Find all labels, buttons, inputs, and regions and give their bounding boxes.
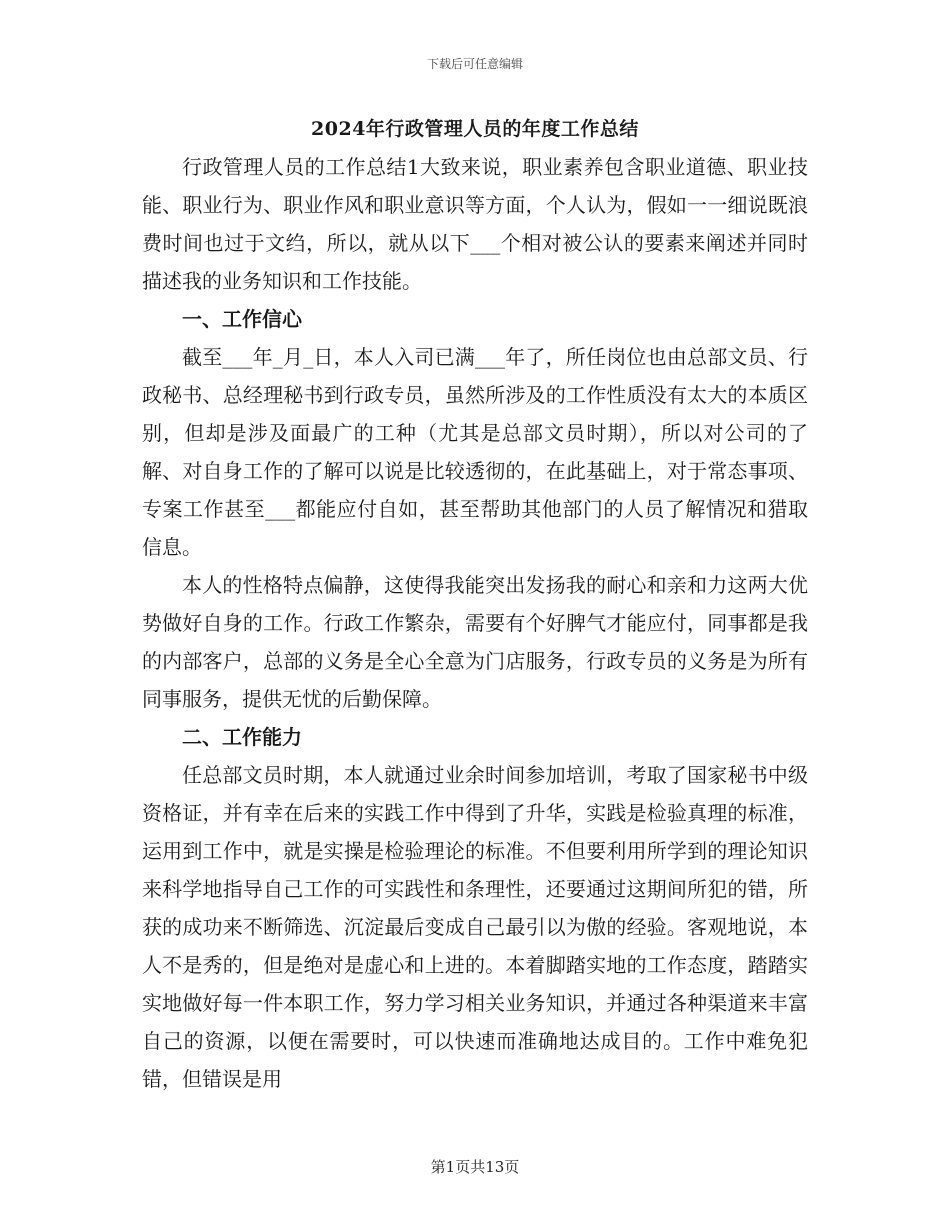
section-confidence-paragraph-1: 截至___年_月_日，本人入司已满___年了，所任岗位也由总部文员、行政秘书、总经理秘书到行政专员，虽然所涉及的工作性质没有太大的本质区别，但却是涉及面最广的工种（尤其是总部文员时期），所以对公司的了解、对自身工作的了解可以说是比较透彻的，在此基础上，对于常态事项、专案工作甚至___都能应付自如，甚至帮助其他部门的人员了解情况和猎取信息。 [142,345,808,559]
page-number: 第1页共13页 [430,1158,520,1176]
document-body [142,110,808,1098]
intro-paragraph: 行政管理人员的工作总结1大致来说，职业素养包含职业道德、职业技能、职业行为、职业作风和职业意识等方面，个人认为，假如一一细说既浪费时间也过于文绉，所以，就从以下___个相对被公认的要素来阐述并同时描述我的业务知识和工作技能。 [142,155,808,293]
section-heading-ability: 二、工作能力 [182,725,302,749]
section-confidence-paragraph-2: 本人的性格特点偏静，这使得我能突出发扬我的耐心和亲和力这两大优势做好自身的工作。行政工作繁杂，需要有个好脾气才能应付，同事都是我的内部客户，总部的义务是全心全意为门店服务，行政专员的义务是为所有同事服务，提供无忧的后勤保障。 [142,573,808,711]
section-heading-confidence: 一、工作信心 [182,307,302,331]
header-note: 下载后可任意编辑 [426,57,523,71]
section-ability-paragraph-1: 任总部文员时期，本人就通过业余时间参加培训，考取了国家秘书中级资格证，并有幸在后来的实践工作中得到了升华，实践是检验真理的标准，运用到工作中，就是实操是检验理论的标准。不但要利用所学到的理论知识来科学地指导自己工作的可实践性和条理性，还要通过这期间所犯的错，所获的成功来不断筛选、沉淀最后变成自己最引以为傲的经验。客观地说，本人不是秀的，但是绝对是虚心和上进的。本着脚踏实地的工作态度，踏踏实实地做好每一件本职工作，努力学习相关业务知识，并通过各种渠道来丰富自己的资源，以便在需要时，可以快速而准确地达成目的。工作中难免犯错，但错误是用 [142,763,808,1091]
document-title: 2024年行政管理人员的年度工作总结 [311,118,639,140]
